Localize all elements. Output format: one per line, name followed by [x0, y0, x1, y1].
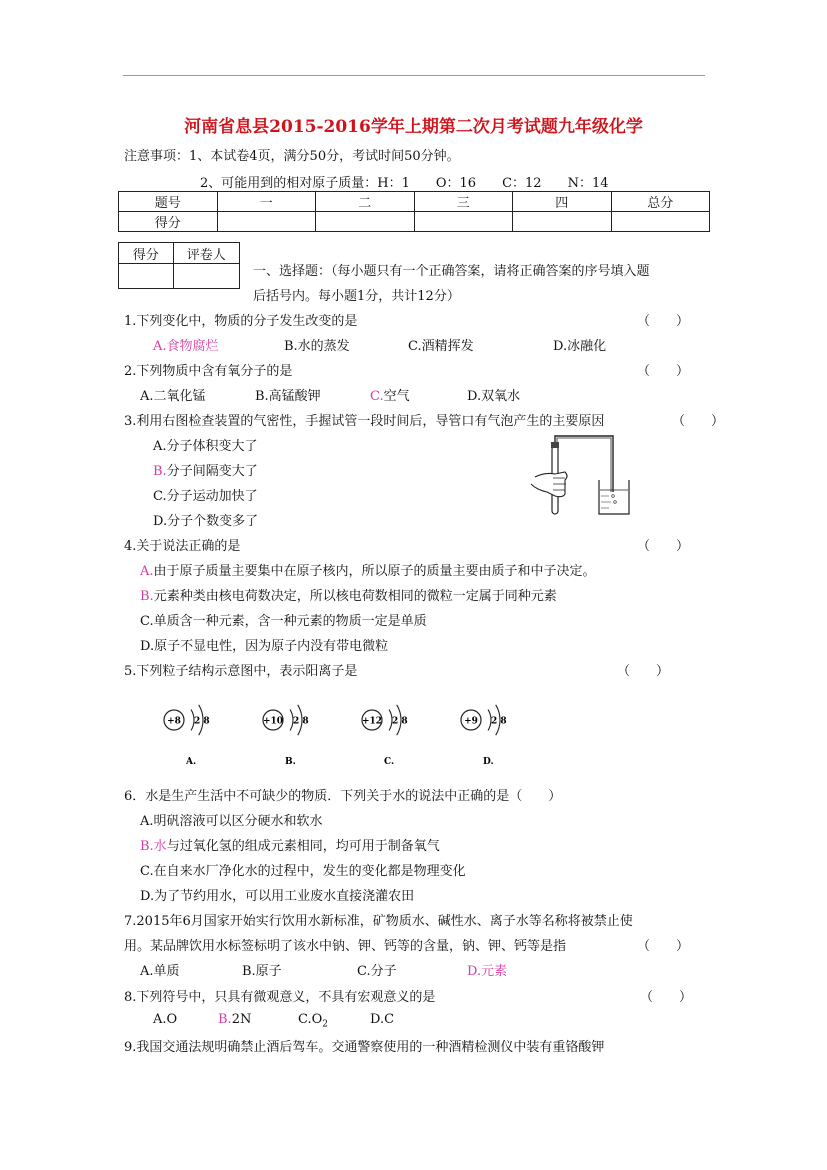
score-table-header: 题号: [119, 192, 218, 212]
q3-option-b: B.分子间隔变大了: [153, 464, 258, 479]
score-table-header: 四: [513, 192, 612, 212]
q7-option-a: A.单质: [140, 964, 180, 979]
airtightness-apparatus-diagram: [525, 432, 645, 522]
q1-option-c: C.酒精挥发: [408, 339, 474, 354]
nucleus-charge: +10: [262, 716, 284, 727]
q2-option-d: D.双氧水: [467, 389, 521, 404]
q7-option-b: B.原子: [242, 964, 282, 979]
section-1-heading: 一、选择题：（每小题只有一个正确答案，请将正确答案的序号填入题: [253, 264, 650, 279]
q6-stem: 6．水是生产生活中不可缺少的物质．下列关于水的说法中正确的是（ ）: [124, 789, 562, 804]
ion-structure-diagrams: [150, 690, 550, 772]
q9-stem: 9.我国交通法规明确禁止酒后驾车。交通警察使用的一种酒精检测仪中装有重铬酸钾: [124, 1040, 605, 1055]
answer-paren[interactable]: （ ）: [637, 364, 690, 379]
answer-paren[interactable]: （ ）: [672, 414, 725, 429]
q1-option-b: B.水的蒸发: [284, 339, 350, 354]
q8-option-a: A.O: [153, 1012, 178, 1027]
q3-option-c: C.分子运动加快了: [153, 489, 258, 504]
q6-option-c: C.在自来水厂净化水的过程中，发生的变化都是物理变化: [140, 864, 466, 879]
q8-option-c-text: C.O: [298, 1012, 323, 1027]
nucleus-charge: +9: [464, 716, 478, 727]
q4-option-a: A.由于原子质量主要集中在原子核内，所以原子的质量主要由质子和中子决定。: [140, 564, 596, 579]
score-cell[interactable]: [217, 212, 316, 232]
score-cell[interactable]: [513, 212, 612, 232]
q7-option-c: C.分子: [357, 964, 397, 979]
q8-option-c-subscript: 2: [322, 1019, 329, 1030]
q2-option-c: C.空气: [370, 389, 410, 404]
score-cell[interactable]: [611, 212, 710, 232]
q6-option-b: B.水与过氧化氢的组成元素相同，均可用于制备氧气: [140, 839, 440, 854]
electron-counts: 2 8: [491, 716, 507, 727]
score-table-header: 一: [217, 192, 316, 212]
answer-paren[interactable]: （ ）: [617, 664, 670, 679]
grader-score-label: 得分: [119, 243, 174, 264]
score-table-header: 二: [316, 192, 415, 212]
diagram-label: C.: [384, 757, 395, 767]
grader-box: [118, 242, 240, 289]
q4-option-c: C.单质含一种元素，含一种元素的物质一定是单质: [140, 614, 427, 629]
q6-option-d: D.为了节约用水，可以用工业废水直接浇灌农田: [140, 889, 415, 904]
electron-counts: 2 8: [392, 716, 408, 727]
ion-diagram-b: [263, 705, 309, 767]
grader-score-cell[interactable]: [119, 264, 174, 289]
q3-option-a: A.分子体积变大了: [153, 439, 258, 454]
electron-counts: 2 8: [293, 716, 309, 727]
q3-stem: 3.利用右图检查装置的气密性，手握试管一段时间后，导管口有气泡产生的主要原因: [124, 414, 605, 429]
score-table-header: 三: [414, 192, 513, 212]
answer-paren[interactable]: （ ）: [640, 990, 693, 1005]
ion-diagram-c: [362, 705, 408, 767]
q4-option-d: D.原子不显电性，因为原子内没有带电微粒: [140, 639, 389, 654]
q7-stem-line-2: 用。某品牌饮用水标签标明了该水中钠、钾、钙等的含量，钠、钾、钙等是指: [124, 939, 567, 954]
nucleus-charge: +8: [167, 716, 181, 727]
q2-option-b: B.高锰酸钾: [255, 389, 321, 404]
diagram-label: B.: [285, 757, 296, 767]
ion-diagram-d: [461, 705, 507, 767]
grader-label: 评卷人: [173, 243, 239, 264]
q8-stem: 8.下列符号中，只具有微观意义，不具有宏观意义的是: [124, 990, 436, 1005]
q4-stem: 4.关于说法正确的是: [124, 539, 241, 554]
score-cell[interactable]: [414, 212, 513, 232]
grader-name-cell[interactable]: [173, 264, 239, 289]
answer-paren[interactable]: （ ）: [637, 314, 690, 329]
diagram-label: A.: [186, 757, 197, 767]
q3-option-d: D.分子个数变多了: [153, 514, 259, 529]
exam-title: 河南省息县2015-2016学年上期第二次月考试题九年级化学: [184, 117, 643, 137]
q4-option-b: B.元素种类由核电荷数决定，所以核电荷数相同的微粒一定属于同种元素: [140, 589, 557, 604]
q7-stem-line-1: 7.2015年6月国家开始实行饮用水新标准，矿物质水、碱性水、离子水等名称将被禁止使: [124, 914, 633, 929]
q1-stem: 1.下列变化中，物质的分子发生改变的是: [124, 314, 358, 329]
q2-option-c-text: 空气: [383, 389, 410, 404]
notes-line-2: 2、可能用到的相对原子质量：H：1 O：16 C：12 N：14: [200, 176, 609, 191]
nucleus-charge: +12: [361, 716, 383, 727]
q2-stem: 2.下列物质中含有氧分子的是: [124, 364, 293, 379]
answer-paren[interactable]: （ ）: [637, 939, 690, 954]
q8-option-d: D.C: [370, 1012, 395, 1027]
score-cell[interactable]: [316, 212, 415, 232]
q1-option-d: D.冰融化: [553, 339, 607, 354]
section-1-heading-cont: 后括号内。每小题1分，共计12分）: [253, 289, 460, 304]
q8-option-c: [298, 1012, 328, 1030]
header-rule: [123, 75, 705, 76]
score-row-label: 得分: [119, 212, 218, 232]
q6-option-a: A.明矾溶液可以区分硬水和软水: [140, 814, 323, 829]
diagram-label: D.: [483, 757, 494, 767]
answer-paren[interactable]: （ ）: [637, 539, 690, 554]
score-table-header: 总分: [611, 192, 710, 212]
ion-diagram-a: [164, 705, 210, 767]
electron-counts: 2 8: [194, 716, 210, 727]
q7-option-d: D.元素: [467, 964, 508, 979]
q1-option-a: A.食物腐烂: [153, 339, 219, 354]
q5-stem: 5.下列粒子结构示意图中，表示阳离子是: [124, 664, 358, 679]
q2-option-a: A.二氧化锰: [140, 389, 206, 404]
score-table: [118, 191, 710, 232]
notes-line-1: 注意事项：1、本试卷4页，满分50分，考试时间50分钟。: [124, 149, 460, 164]
q8-option-b: B.2N: [218, 1012, 252, 1027]
